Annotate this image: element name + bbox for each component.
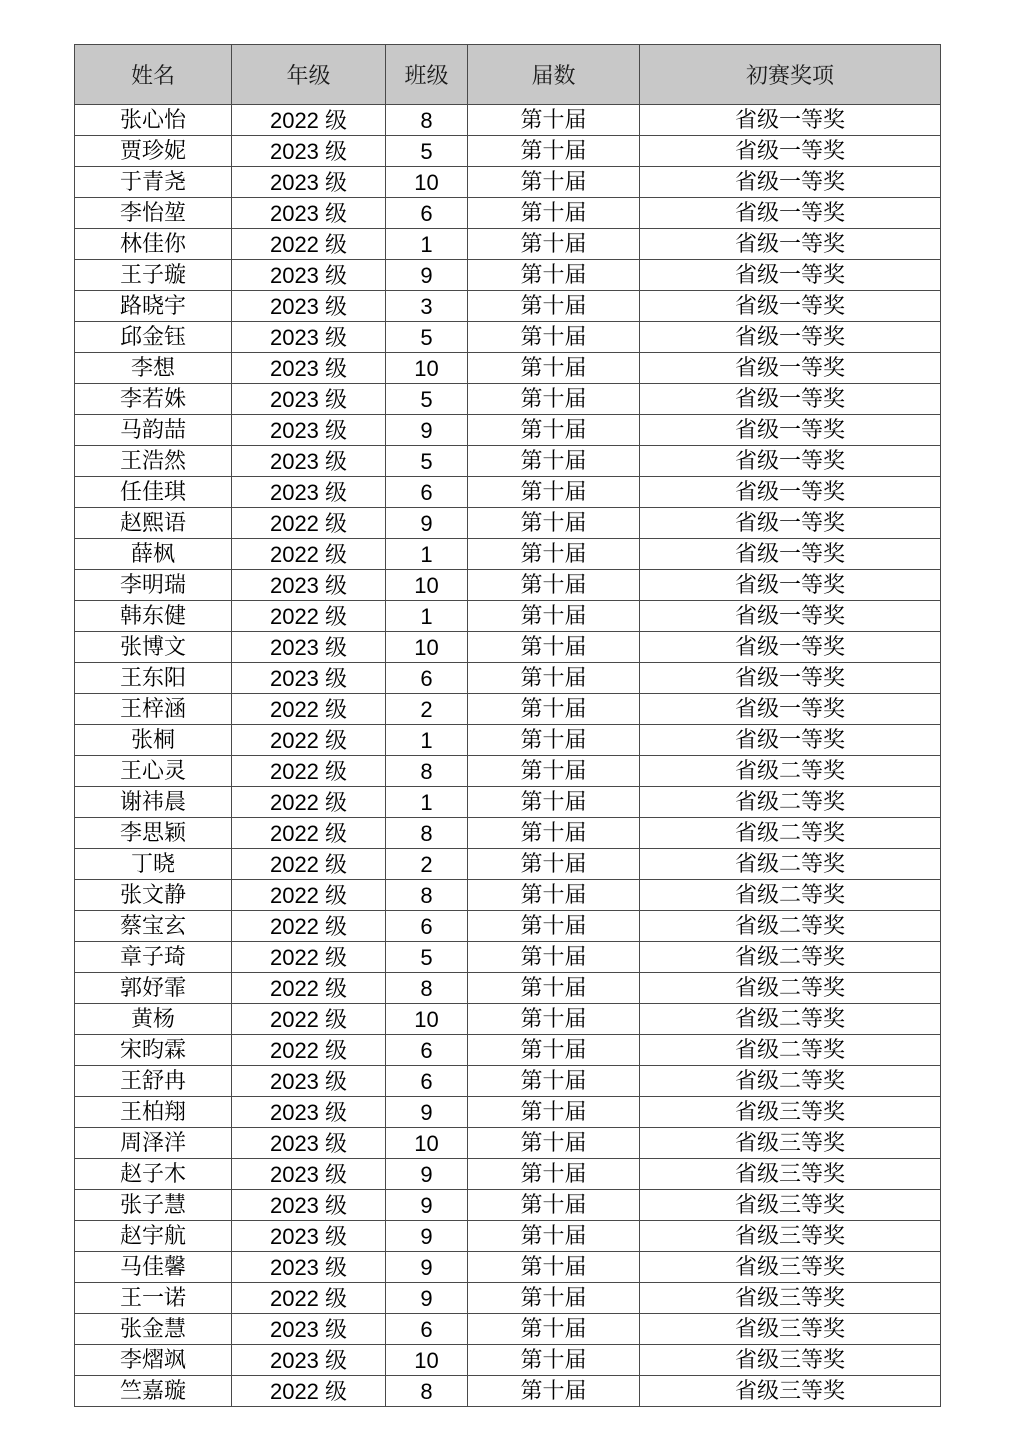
cell-grade: 2022 级 [232, 818, 386, 849]
cell-session: 第十届 [468, 694, 640, 725]
table-row [75, 260, 941, 291]
table-row [75, 384, 941, 415]
cell-session: 第十届 [468, 1190, 640, 1221]
cell-class: 5 [386, 446, 468, 477]
cell-grade: 2022 级 [232, 601, 386, 632]
table-row [75, 1004, 941, 1035]
cell-grade: 2023 级 [232, 384, 386, 415]
cell-session: 第十届 [468, 1035, 640, 1066]
table-row [75, 694, 941, 725]
cell-grade: 2023 级 [232, 1097, 386, 1128]
cell-grade: 2023 级 [232, 1128, 386, 1159]
cell-name: 谢祎晨 [75, 787, 232, 818]
cell-award: 省级一等奖 [640, 105, 941, 136]
cell-name: 王梓涵 [75, 694, 232, 725]
cell-award: 省级三等奖 [640, 1252, 941, 1283]
table-row [75, 880, 941, 911]
table-row [75, 1097, 941, 1128]
cell-award: 省级一等奖 [640, 477, 941, 508]
cell-award: 省级一等奖 [640, 136, 941, 167]
cell-name: 章子琦 [75, 942, 232, 973]
cell-grade: 2022 级 [232, 1376, 386, 1407]
cell-name: 张子慧 [75, 1190, 232, 1221]
cell-session: 第十届 [468, 818, 640, 849]
cell-award: 省级一等奖 [640, 291, 941, 322]
cell-grade: 2023 级 [232, 1066, 386, 1097]
cell-class: 10 [386, 1004, 468, 1035]
cell-name: 赵熙语 [75, 508, 232, 539]
cell-award: 省级三等奖 [640, 1190, 941, 1221]
cell-class: 1 [386, 539, 468, 570]
cell-name: 王一诺 [75, 1283, 232, 1314]
cell-award: 省级三等奖 [640, 1159, 941, 1190]
cell-grade: 2022 级 [232, 725, 386, 756]
table-row [75, 353, 941, 384]
cell-award: 省级三等奖 [640, 1283, 941, 1314]
cell-grade: 2023 级 [232, 663, 386, 694]
cell-class: 9 [386, 1190, 468, 1221]
cell-award: 省级一等奖 [640, 353, 941, 384]
cell-award: 省级一等奖 [640, 663, 941, 694]
cell-award: 省级二等奖 [640, 880, 941, 911]
cell-class: 10 [386, 167, 468, 198]
cell-name: 蔡宝玄 [75, 911, 232, 942]
cell-session: 第十届 [468, 1128, 640, 1159]
cell-grade: 2022 级 [232, 1004, 386, 1035]
cell-name: 张心怡 [75, 105, 232, 136]
cell-session: 第十届 [468, 1097, 640, 1128]
award-table-container [74, 44, 940, 1407]
table-row [75, 291, 941, 322]
cell-award: 省级二等奖 [640, 1004, 941, 1035]
table-row [75, 415, 941, 446]
cell-award: 省级一等奖 [640, 570, 941, 601]
cell-award: 省级一等奖 [640, 601, 941, 632]
table-row [75, 322, 941, 353]
cell-session: 第十届 [468, 632, 640, 663]
cell-class: 8 [386, 880, 468, 911]
table-row [75, 167, 941, 198]
cell-grade: 2023 级 [232, 1221, 386, 1252]
cell-grade: 2023 级 [232, 1252, 386, 1283]
cell-class: 6 [386, 1314, 468, 1345]
cell-name: 李怡堃 [75, 198, 232, 229]
cell-award: 省级三等奖 [640, 1376, 941, 1407]
cell-session: 第十届 [468, 477, 640, 508]
cell-grade: 2023 级 [232, 1159, 386, 1190]
cell-grade: 2023 级 [232, 353, 386, 384]
cell-class: 10 [386, 632, 468, 663]
cell-award: 省级一等奖 [640, 322, 941, 353]
cell-grade: 2023 级 [232, 415, 386, 446]
cell-session: 第十届 [468, 942, 640, 973]
cell-class: 9 [386, 260, 468, 291]
cell-award: 省级一等奖 [640, 415, 941, 446]
cell-class: 3 [386, 291, 468, 322]
cell-session: 第十届 [468, 291, 640, 322]
header-session: 届数 [468, 45, 640, 105]
cell-grade: 2023 级 [232, 136, 386, 167]
cell-name: 李若姝 [75, 384, 232, 415]
cell-session: 第十届 [468, 1283, 640, 1314]
cell-session: 第十届 [468, 105, 640, 136]
cell-name: 李思颖 [75, 818, 232, 849]
cell-grade: 2022 级 [232, 1035, 386, 1066]
cell-name: 周泽洋 [75, 1128, 232, 1159]
cell-name: 李明瑞 [75, 570, 232, 601]
cell-class: 5 [386, 384, 468, 415]
table-row [75, 136, 941, 167]
cell-session: 第十届 [468, 787, 640, 818]
cell-grade: 2022 级 [232, 508, 386, 539]
cell-grade: 2023 级 [232, 632, 386, 663]
cell-session: 第十届 [468, 136, 640, 167]
cell-class: 6 [386, 663, 468, 694]
cell-session: 第十届 [468, 1159, 640, 1190]
cell-grade: 2022 级 [232, 942, 386, 973]
cell-grade: 2023 级 [232, 1314, 386, 1345]
cell-class: 9 [386, 1252, 468, 1283]
cell-name: 竺嘉璇 [75, 1376, 232, 1407]
table-row [75, 1314, 941, 1345]
cell-grade: 2022 级 [232, 229, 386, 260]
table-row [75, 1376, 941, 1407]
cell-award: 省级一等奖 [640, 694, 941, 725]
table-row [75, 632, 941, 663]
cell-grade: 2022 级 [232, 105, 386, 136]
cell-session: 第十届 [468, 1004, 640, 1035]
cell-class: 8 [386, 1376, 468, 1407]
table-row [75, 570, 941, 601]
cell-session: 第十届 [468, 601, 640, 632]
cell-session: 第十届 [468, 353, 640, 384]
cell-name: 邱金钰 [75, 322, 232, 353]
cell-class: 1 [386, 725, 468, 756]
cell-class: 6 [386, 198, 468, 229]
cell-class: 10 [386, 353, 468, 384]
cell-session: 第十届 [468, 446, 640, 477]
table-row [75, 1066, 941, 1097]
cell-name: 王东阳 [75, 663, 232, 694]
cell-name: 张博文 [75, 632, 232, 663]
cell-name: 郭妤霏 [75, 973, 232, 1004]
cell-name: 赵子木 [75, 1159, 232, 1190]
cell-session: 第十届 [468, 260, 640, 291]
table-row [75, 725, 941, 756]
cell-session: 第十届 [468, 570, 640, 601]
header-name: 姓名 [75, 45, 232, 105]
table-row [75, 477, 941, 508]
cell-grade: 2022 级 [232, 849, 386, 880]
table-row [75, 198, 941, 229]
cell-class: 5 [386, 136, 468, 167]
cell-session: 第十届 [468, 663, 640, 694]
table-row [75, 508, 941, 539]
cell-class: 9 [386, 1097, 468, 1128]
cell-award: 省级一等奖 [640, 167, 941, 198]
cell-class: 9 [386, 1283, 468, 1314]
cell-name: 林佳你 [75, 229, 232, 260]
table-row [75, 1128, 941, 1159]
cell-award: 省级二等奖 [640, 942, 941, 973]
cell-name: 丁晓 [75, 849, 232, 880]
cell-award: 省级二等奖 [640, 756, 941, 787]
table-row [75, 787, 941, 818]
cell-grade: 2022 级 [232, 539, 386, 570]
cell-class: 6 [386, 1035, 468, 1066]
cell-name: 张文静 [75, 880, 232, 911]
cell-award: 省级三等奖 [640, 1345, 941, 1376]
cell-session: 第十届 [468, 1314, 640, 1345]
header-row [75, 45, 941, 105]
header-grade: 年级 [232, 45, 386, 105]
cell-class: 9 [386, 1221, 468, 1252]
cell-award: 省级一等奖 [640, 229, 941, 260]
cell-class: 5 [386, 322, 468, 353]
cell-session: 第十届 [468, 167, 640, 198]
cell-grade: 2023 级 [232, 477, 386, 508]
award-table [74, 44, 941, 1407]
table-row [75, 973, 941, 1004]
cell-grade: 2023 级 [232, 291, 386, 322]
cell-name: 薛枫 [75, 539, 232, 570]
cell-award: 省级二等奖 [640, 1066, 941, 1097]
table-row [75, 1159, 941, 1190]
cell-award: 省级一等奖 [640, 632, 941, 663]
cell-session: 第十届 [468, 1252, 640, 1283]
cell-name: 马韵喆 [75, 415, 232, 446]
cell-session: 第十届 [468, 198, 640, 229]
cell-name: 马佳馨 [75, 1252, 232, 1283]
table-row [75, 911, 941, 942]
cell-award: 省级一等奖 [640, 725, 941, 756]
cell-class: 9 [386, 508, 468, 539]
table-header [75, 45, 941, 105]
table-row [75, 849, 941, 880]
cell-session: 第十届 [468, 229, 640, 260]
cell-grade: 2022 级 [232, 787, 386, 818]
cell-grade: 2023 级 [232, 1345, 386, 1376]
cell-award: 省级一等奖 [640, 539, 941, 570]
table-row [75, 756, 941, 787]
cell-name: 路晓宇 [75, 291, 232, 322]
cell-award: 省级一等奖 [640, 384, 941, 415]
cell-session: 第十届 [468, 756, 640, 787]
cell-class: 1 [386, 787, 468, 818]
cell-name: 赵宇航 [75, 1221, 232, 1252]
cell-session: 第十届 [468, 415, 640, 446]
table-row [75, 818, 941, 849]
header-class: 班级 [386, 45, 468, 105]
cell-class: 8 [386, 105, 468, 136]
cell-session: 第十届 [468, 973, 640, 1004]
header-award: 初赛奖项 [640, 45, 941, 105]
cell-award: 省级一等奖 [640, 446, 941, 477]
cell-grade: 2023 级 [232, 198, 386, 229]
cell-name: 王柏翔 [75, 1097, 232, 1128]
table-body [75, 105, 941, 1407]
table-row [75, 539, 941, 570]
cell-grade: 2023 级 [232, 260, 386, 291]
cell-grade: 2022 级 [232, 973, 386, 1004]
cell-class: 2 [386, 694, 468, 725]
cell-session: 第十届 [468, 508, 640, 539]
cell-name: 贾珍妮 [75, 136, 232, 167]
cell-grade: 2022 级 [232, 694, 386, 725]
table-row [75, 942, 941, 973]
table-row [75, 1035, 941, 1066]
cell-class: 10 [386, 1128, 468, 1159]
cell-award: 省级二等奖 [640, 1035, 941, 1066]
cell-grade: 2022 级 [232, 880, 386, 911]
cell-name: 王舒冉 [75, 1066, 232, 1097]
cell-grade: 2022 级 [232, 911, 386, 942]
cell-class: 8 [386, 756, 468, 787]
table-row [75, 446, 941, 477]
cell-grade: 2023 级 [232, 322, 386, 353]
cell-name: 韩东健 [75, 601, 232, 632]
cell-class: 9 [386, 415, 468, 446]
cell-award: 省级二等奖 [640, 818, 941, 849]
cell-session: 第十届 [468, 1345, 640, 1376]
cell-award: 省级三等奖 [640, 1221, 941, 1252]
cell-class: 6 [386, 477, 468, 508]
cell-name: 王心灵 [75, 756, 232, 787]
table-row [75, 105, 941, 136]
cell-name: 于青尧 [75, 167, 232, 198]
cell-class: 5 [386, 942, 468, 973]
cell-name: 王子璇 [75, 260, 232, 291]
table-row [75, 1345, 941, 1376]
cell-name: 宋昀霖 [75, 1035, 232, 1066]
table-row [75, 1221, 941, 1252]
table-row [75, 1252, 941, 1283]
table-row [75, 663, 941, 694]
cell-session: 第十届 [468, 1376, 640, 1407]
cell-name: 王浩然 [75, 446, 232, 477]
cell-session: 第十届 [468, 384, 640, 415]
cell-session: 第十届 [468, 539, 640, 570]
cell-name: 黄杨 [75, 1004, 232, 1035]
cell-class: 2 [386, 849, 468, 880]
cell-class: 10 [386, 1345, 468, 1376]
cell-award: 省级三等奖 [640, 1128, 941, 1159]
cell-class: 1 [386, 229, 468, 260]
cell-award: 省级一等奖 [640, 260, 941, 291]
cell-award: 省级二等奖 [640, 787, 941, 818]
cell-session: 第十届 [468, 880, 640, 911]
cell-grade: 2023 级 [232, 446, 386, 477]
cell-class: 8 [386, 973, 468, 1004]
cell-award: 省级二等奖 [640, 973, 941, 1004]
cell-award: 省级三等奖 [640, 1097, 941, 1128]
cell-award: 省级二等奖 [640, 849, 941, 880]
cell-name: 张桐 [75, 725, 232, 756]
cell-name: 李想 [75, 353, 232, 384]
cell-class: 6 [386, 911, 468, 942]
cell-grade: 2022 级 [232, 1283, 386, 1314]
cell-class: 6 [386, 1066, 468, 1097]
cell-name: 张金慧 [75, 1314, 232, 1345]
cell-session: 第十届 [468, 911, 640, 942]
cell-session: 第十届 [468, 1221, 640, 1252]
cell-name: 李熠飒 [75, 1345, 232, 1376]
cell-session: 第十届 [468, 322, 640, 353]
table-row [75, 601, 941, 632]
cell-session: 第十届 [468, 725, 640, 756]
cell-class: 1 [386, 601, 468, 632]
cell-class: 10 [386, 570, 468, 601]
cell-award: 省级一等奖 [640, 508, 941, 539]
cell-grade: 2023 级 [232, 570, 386, 601]
table-row [75, 1283, 941, 1314]
cell-session: 第十届 [468, 849, 640, 880]
cell-award: 省级三等奖 [640, 1314, 941, 1345]
cell-award: 省级一等奖 [640, 198, 941, 229]
cell-grade: 2023 级 [232, 1190, 386, 1221]
cell-class: 9 [386, 1159, 468, 1190]
cell-award: 省级二等奖 [640, 911, 941, 942]
table-row [75, 229, 941, 260]
cell-name: 任佳琪 [75, 477, 232, 508]
cell-grade: 2022 级 [232, 756, 386, 787]
table-row [75, 1190, 941, 1221]
cell-class: 8 [386, 818, 468, 849]
cell-grade: 2023 级 [232, 167, 386, 198]
cell-session: 第十届 [468, 1066, 640, 1097]
